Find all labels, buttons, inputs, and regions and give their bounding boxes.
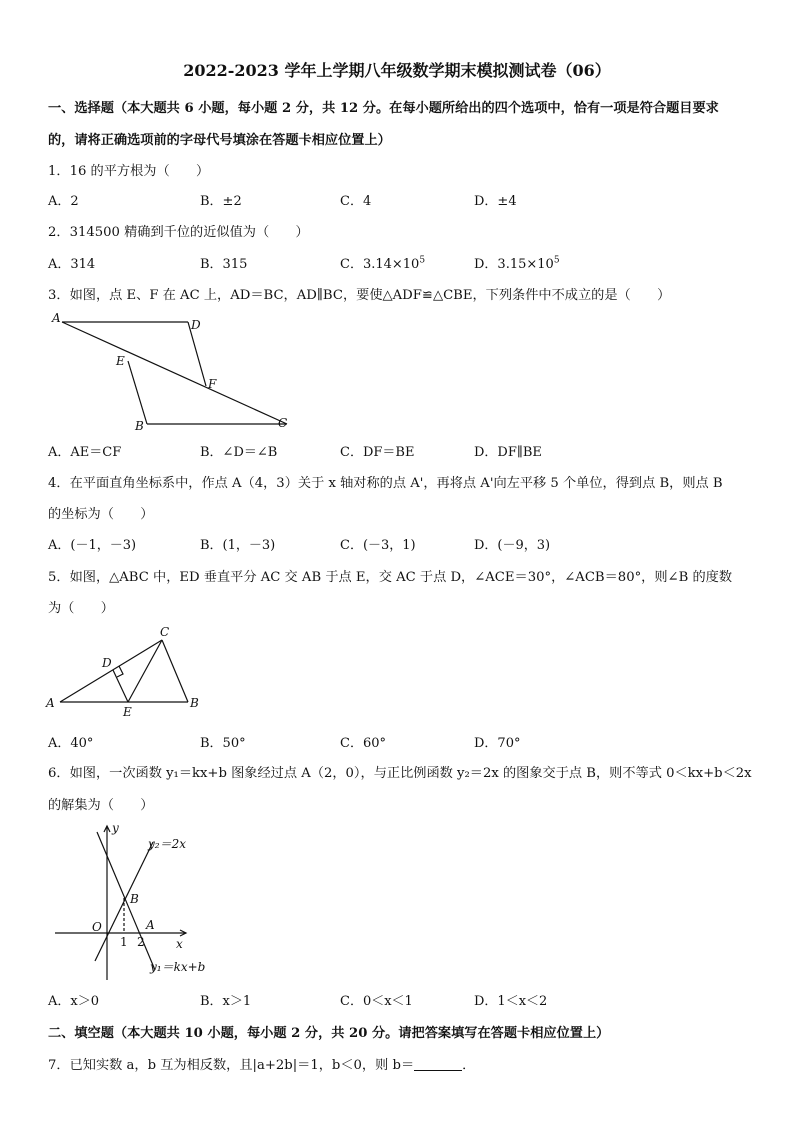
- q6-label-origin: O: [92, 920, 102, 934]
- q3-label-c: C: [278, 416, 288, 430]
- q5-stem-line2: 为（ ）: [48, 601, 114, 616]
- q6-label-line2: y₂＝2x: [148, 837, 186, 851]
- q5-segment-cb: [162, 640, 188, 702]
- q5-option-d[interactable]: D．70°: [474, 736, 521, 751]
- q7-stem-end: ．: [462, 1058, 476, 1073]
- q2-option-d-exponent: 5: [553, 255, 560, 266]
- q3-label-a: A: [52, 311, 61, 325]
- q5-stem-line1: 5．如图，△ABC 中，ED 垂直平分 AC 交 AB 于点 E，交 AC 于点 D，∠ACE＝30°，∠ACB＝80°，则∠B 的度数: [48, 570, 733, 585]
- q6-stem-line1: 6．如图，一次函数 y₁＝kx+b 图象经过点 A（2，0），与正比例函数 y₂＝2x 的图象交于点 B，则不等式 0＜kx+b＜2x: [48, 766, 752, 781]
- q4-option-a[interactable]: A．(－1，－3): [48, 538, 137, 553]
- q1-option-a[interactable]: A．2: [48, 194, 79, 209]
- q6-label-a: A: [146, 918, 155, 932]
- q5-segment-ac: [60, 640, 162, 702]
- q7-answer-blank[interactable]: [414, 1058, 462, 1071]
- q3-option-c[interactable]: C．DF＝BE: [340, 445, 415, 460]
- q2-option-c-text: C．3.14×10: [340, 257, 420, 272]
- section1-heading-line2: 的，请将正确选项前的字母代号填涂在答题卡相应位置上）: [48, 133, 391, 148]
- q5-label-d: D: [102, 656, 112, 670]
- q2-stem: 2．314500 精确到千位的近似值为（ ）: [48, 225, 309, 240]
- q1-option-b[interactable]: B．±2: [200, 194, 242, 209]
- q3-option-d[interactable]: D．DF∥BE: [474, 445, 542, 460]
- q3-segment-eb: [128, 361, 147, 424]
- q4-option-d[interactable]: D．(－9，3): [474, 538, 551, 553]
- q1-option-d[interactable]: D．±4: [474, 194, 517, 209]
- q5-label-b: B: [190, 696, 199, 710]
- q3-option-b[interactable]: B．∠D＝∠B: [200, 445, 278, 460]
- q3-segment-ac: [62, 322, 287, 424]
- q3-label-f: F: [208, 377, 217, 391]
- q5-label-c: C: [160, 625, 170, 639]
- section1-heading-line1: 一、选择题（本大题共 6 小题，每小题 2 分，共 12 分。在每小题所给出的四个选项中，恰有一项是符合题目要求: [48, 101, 719, 116]
- q7-stem-row: [48, 1054, 475, 1073]
- page-title: 2022-2023 学年上学期八年级数学期末模拟测试卷（06）: [183, 61, 611, 80]
- q2-option-d-text: D．3.15×10: [474, 257, 554, 272]
- q2-option-b[interactable]: B．315: [200, 257, 248, 272]
- q4-options: [48, 534, 748, 554]
- q6-line-y1: [97, 832, 155, 970]
- q6-label-y-axis: y: [112, 821, 119, 835]
- q5-option-b[interactable]: B．50°: [200, 736, 246, 751]
- q3-label-d: D: [191, 318, 201, 332]
- q4-option-c[interactable]: C．(－3，1): [340, 538, 416, 553]
- q6-tick-2: 2: [137, 935, 145, 949]
- q5-option-a[interactable]: A．40°: [48, 736, 94, 751]
- q3-option-a[interactable]: A．AE＝CF: [48, 445, 122, 460]
- q7-stem: 7．已知实数 a，b 互为相反数，且|a+2b|＝1，b＜0，则 b＝: [48, 1058, 415, 1073]
- q1-stem: 1．16 的平方根为（ ）: [48, 164, 210, 179]
- q5-option-c[interactable]: C．60°: [340, 736, 386, 751]
- q6-label-x-axis: x: [176, 937, 183, 951]
- q6-stem-line2: 的解集为（ ）: [48, 798, 154, 813]
- q4-option-b[interactable]: B．(1，－3): [200, 538, 276, 553]
- q2-option-a[interactable]: A．314: [48, 257, 96, 272]
- q4-stem-line2: 的坐标为（ ）: [48, 507, 154, 522]
- q6-label-b: B: [130, 892, 139, 906]
- q2-option-c-exponent: 5: [419, 255, 426, 266]
- q6-options: [48, 990, 748, 1010]
- q3-options: [48, 441, 748, 461]
- section2-heading: 二、填空题（本大题共 10 小题，每小题 2 分，共 20 分。请把答案填写在答题卡相应位置上）: [48, 1026, 610, 1041]
- q5-segment-ce: [128, 640, 162, 702]
- q1-option-c[interactable]: C．4: [340, 194, 372, 209]
- q6-option-c[interactable]: C．0＜x＜1: [340, 994, 413, 1009]
- q6-option-d[interactable]: D．1＜x＜2: [474, 994, 548, 1009]
- q4-stem-line1: 4．在平面直角坐标系中，作点 A（4，3）关于 x 轴对称的点 A'，再将点 A'向左平移 5 个单位，得到点 B，则点 B: [48, 476, 723, 491]
- q5-label-a: A: [46, 696, 55, 710]
- q5-right-angle-mark: [117, 666, 123, 677]
- q3-label-e: E: [116, 354, 125, 368]
- q6-label-line1: y₁＝kx+b: [150, 960, 206, 974]
- q5-label-e: E: [123, 705, 132, 719]
- q3-label-b: B: [135, 419, 144, 433]
- q6-option-b[interactable]: B．x＞1: [200, 994, 252, 1009]
- q3-stem: 3．如图，点 E、F 在 AC 上，AD＝BC，AD∥BC，要使△ADF≌△CBE，下列条件中不成立的是（ ）: [48, 288, 671, 303]
- q6-option-a[interactable]: A．x＞0: [48, 994, 99, 1009]
- q6-tick-1: 1: [120, 935, 128, 949]
- q5-options: [48, 732, 748, 752]
